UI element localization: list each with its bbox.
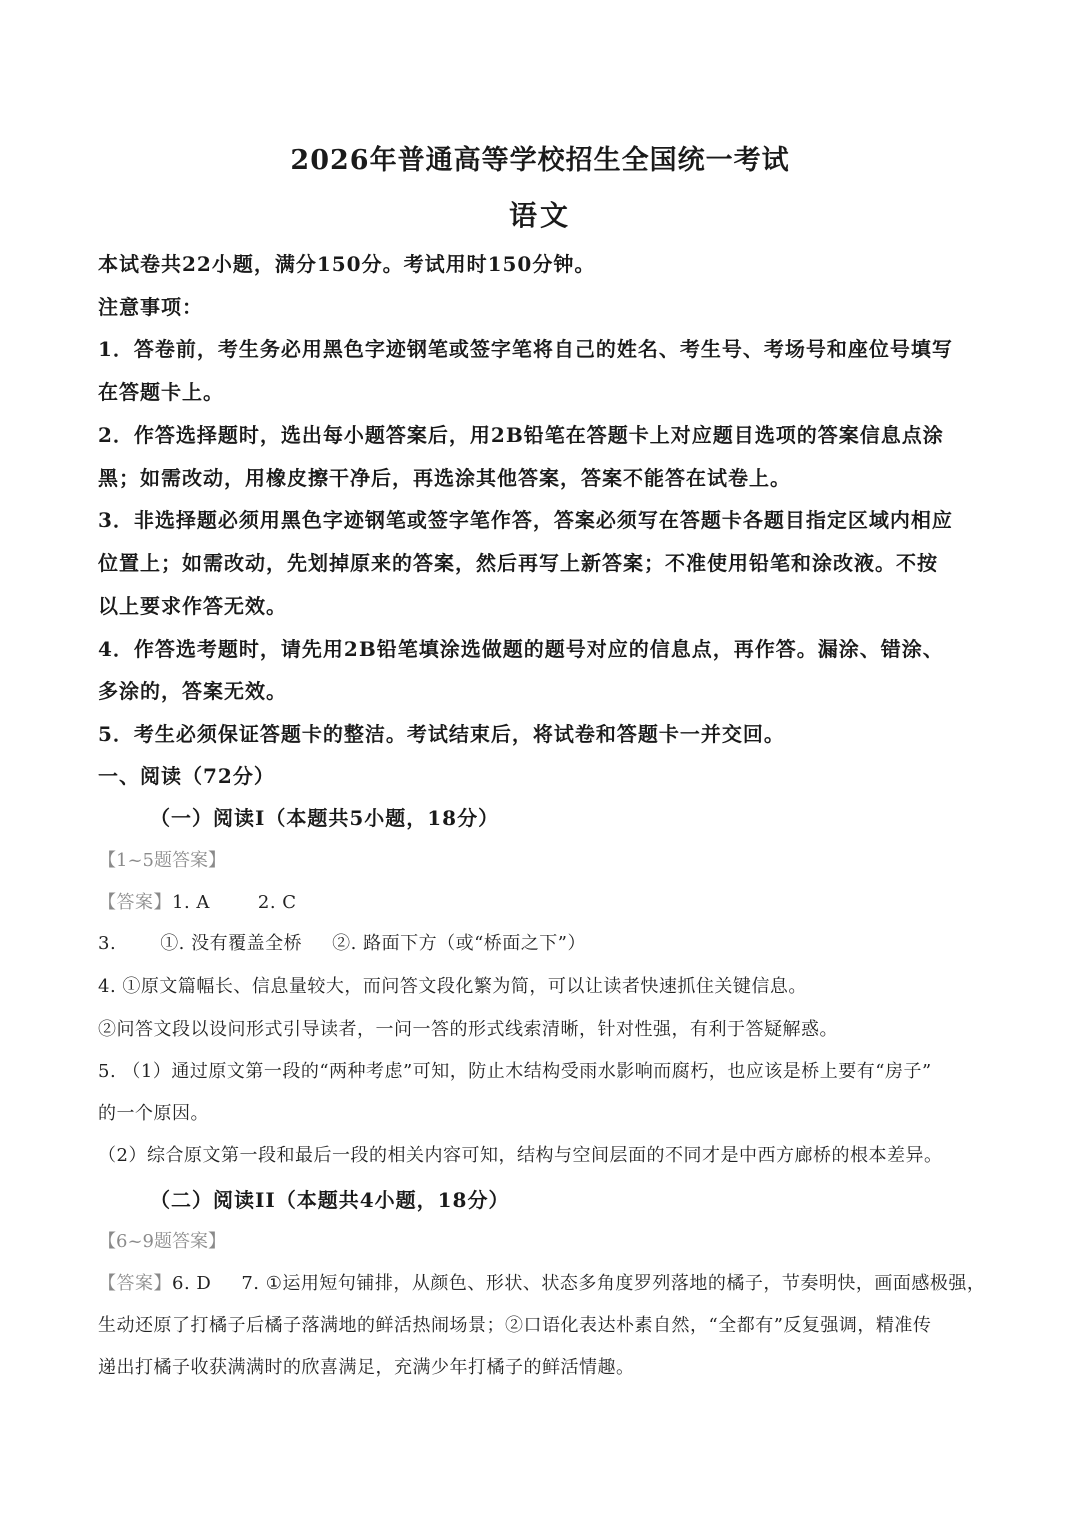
answers-6-7	[98, 1269, 985, 1295]
answer-7-line-2: 生动还原了打橘子后橘子落满地的鲜活热闹场景；②口语化表达朴素自然，“全都有”反复强调，精准传	[98, 1315, 932, 1336]
answer-7-line-1: 7. ①运用短句铺排，从颜色、形状、状态多角度罗列落地的橘子，节奏明快，画面感极强，	[241, 1273, 986, 1294]
answer-3	[98, 929, 586, 955]
part-2-heading: （二）阅读II（本题共4小题，18分）	[150, 1188, 510, 1212]
part-1-heading: （一）阅读I（本题共5小题，18分）	[150, 806, 500, 830]
answer-5-line-1: 5. （1）通过原文第一段的“两种考虑”可知，防止木结构受雨水影响而腐朽，也应该是桥上要有“房子”	[98, 1061, 932, 1082]
answer-3-part-a: ①. 没有覆盖全桥	[160, 933, 303, 954]
answer-1: 1. A	[172, 892, 210, 913]
answer-range-tag-1: 【1~5题答案】	[98, 850, 226, 871]
answer-3-part-b: ②. 路面下方（或“桥面之下”）	[332, 933, 586, 954]
answer-tag-2: 【答案】	[98, 1273, 172, 1294]
notice-4-line-1: 4．作答选考题时，请先用2B铅笔填涂选做题的题号对应的信息点，再作答。漏涂、错涂、	[98, 637, 944, 661]
notice-3-line-3: 以上要求作答无效。	[98, 594, 287, 618]
notice-2-line-2: 黑；如需改动，用橡皮擦干净后，再选涂其他答案，答案不能答在试卷上。	[98, 466, 791, 490]
answer-range-tag-2: 【6~9题答案】	[98, 1231, 226, 1252]
answer-6: 6. D	[172, 1273, 212, 1294]
answer-4-line-2: ②问答文段以设问形式引导读者，一问一答的形式线索清晰，针对性强，有利于答疑解惑。	[98, 1019, 838, 1040]
answer-5-line-2: 的一个原因。	[98, 1103, 209, 1124]
answers-1-2	[98, 888, 297, 914]
answer-7-line-3: 递出打橘子收获满满时的欣喜满足，充满少年打橘子的鲜活情趣。	[98, 1357, 635, 1378]
answer-2: 2. C	[257, 892, 297, 913]
answer-4-line-1: 4. ①原文篇幅长、信息量较大，而问答文段化繁为简，可以让读者快速抓住关键信息。	[98, 976, 807, 997]
notice-heading: 注意事项：	[98, 295, 203, 319]
answer-5-line-3: （2）综合原文第一段和最后一段的相关内容可知，结构与空间层面的不同才是中西方廊桥的根本差异。	[98, 1145, 943, 1166]
answer-3-number: 3.	[98, 933, 117, 954]
subject-title: 语文	[508, 199, 571, 232]
section-1-heading: 一、阅读（72分）	[98, 764, 275, 788]
answer-tag: 【答案】	[98, 892, 172, 913]
notice-4-line-2: 多涂的，答案无效。	[98, 679, 287, 703]
notice-1-line-1: 1．答卷前，考生务必用黑色字迹钢笔或签字笔将自己的姓名、考生号、考场号和座位号填写	[98, 337, 953, 361]
notice-3-line-1: 3．非选择题必须用黑色字迹钢笔或签字笔作答，答案必须写在答题卡各题目指定区域内相应	[98, 508, 953, 532]
exam-title: 2026年普通高等学校招生全国统一考试	[290, 145, 790, 176]
notice-2-line-1: 2．作答选择题时，选出每小题答案后，用2B铅笔在答题卡上对应题目选项的答案信息点涂	[98, 423, 944, 447]
notice-3-line-2: 位置上；如需改动，先划掉原来的答案，然后再写上新答案；不准使用铅笔和涂改液。不按	[98, 551, 938, 575]
notice-1-line-2: 在答题卡上。	[98, 380, 224, 404]
exam-intro: 本试卷共22小题，满分150分。考试用时150分钟。	[98, 252, 596, 276]
notice-5: 5．考生必须保证答题卡的整洁。考试结束后，将试卷和答题卡一并交回。	[98, 722, 785, 746]
